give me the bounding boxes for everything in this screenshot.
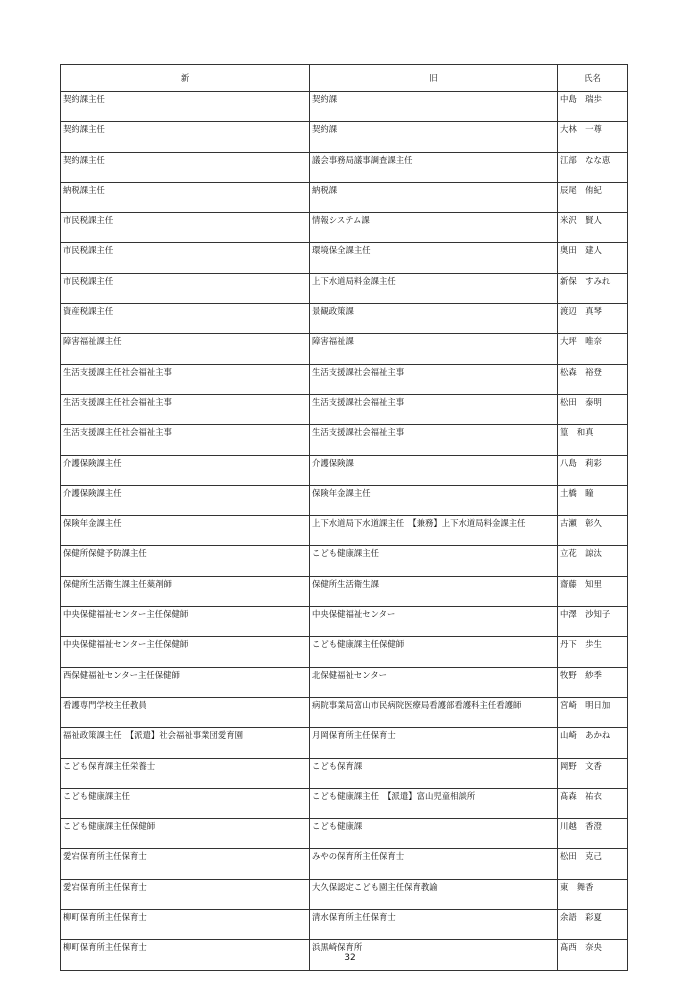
new-position-cell: 契約課主任 [61,122,310,152]
new-position-cell: 愛宕保育所主任保育士 [61,879,310,909]
new-position-cell: 保健所保健予防課主任 [61,546,310,576]
new-position-cell: 契約課主任 [61,152,310,182]
person-name-cell: 宮崎 明日加 [558,697,628,727]
old-position-cell: こども健康課主任保健師 [310,637,558,667]
table-row [61,849,628,879]
header-new-position: 新 [61,65,310,92]
new-position-cell: 福祉政策課主任 【派遣】社会福祉事業団愛育園 [61,728,310,758]
old-position-cell: 浜黒崎保育所 [310,940,558,970]
person-name-cell: 古瀬 彰久 [558,516,628,546]
table-row [61,182,628,212]
table-row [61,92,628,122]
table-row [61,273,628,303]
old-position-cell: 生活支援課社会福祉主事 [310,394,558,424]
new-position-cell: 契約課主任 [61,92,310,122]
table-body [61,92,628,971]
table-row [61,879,628,909]
person-name-cell: 米沢 賢人 [558,213,628,243]
person-name-cell: 髙森 祐衣 [558,788,628,818]
old-position-cell: みやの保育所主任保育士 [310,849,558,879]
person-name-cell: 中島 瑞歩 [558,92,628,122]
old-position-cell: 情報システム課 [310,213,558,243]
old-position-cell: 生活支援課社会福祉主事 [310,364,558,394]
new-position-cell: こども健康課主任保健師 [61,819,310,849]
old-position-cell: 生活支援課社会福祉主事 [310,425,558,455]
person-name-cell: 大林 一尊 [558,122,628,152]
table-header-row [61,65,628,92]
person-name-cell: 江部 なな恵 [558,152,628,182]
new-position-cell: 市民税課主任 [61,273,310,303]
new-position-cell: 生活支援課主任社会福祉主事 [61,394,310,424]
old-position-cell: 障害福祉課 [310,334,558,364]
header-old-position: 旧 [310,65,558,92]
new-position-cell: こども保育課主任栄養士 [61,758,310,788]
old-position-cell: 上下水道局料金課主任 [310,273,558,303]
person-name-cell: 丹下 歩生 [558,637,628,667]
old-position-cell: 議会事務局議事調査課主任 [310,152,558,182]
old-position-cell: 上下水道局下水道課主任 【兼務】上下水道局料金課主任 [310,516,558,546]
person-name-cell: 土橋 瞳 [558,485,628,515]
old-position-cell: 保険年金課主任 [310,485,558,515]
table-row [61,425,628,455]
table-row [61,213,628,243]
new-position-cell: 看護専門学校主任教員 [61,697,310,727]
new-position-cell: 市民税課主任 [61,243,310,273]
old-position-cell: こども健康課主任 【派遣】富山児童相談所 [310,788,558,818]
person-name-cell: 渡辺 真琴 [558,304,628,334]
person-name-cell: 新保 すみれ [558,273,628,303]
old-position-cell: こども保育課 [310,758,558,788]
new-position-cell: 障害福祉課主任 [61,334,310,364]
new-position-cell: 中央保健福祉センター主任保健師 [61,637,310,667]
table-row [61,243,628,273]
new-position-cell: 生活支援課主任社会福祉主事 [61,364,310,394]
person-name-cell: 牧野 紗季 [558,667,628,697]
old-position-cell: 北保健福祉センター [310,667,558,697]
new-position-cell: 生活支援課主任社会福祉主事 [61,425,310,455]
table-row [61,304,628,334]
table-row [61,122,628,152]
old-position-cell: 景観政策課 [310,304,558,334]
old-position-cell: 環境保全課主任 [310,243,558,273]
new-position-cell: 柳町保育所主任保育士 [61,940,310,970]
old-position-cell: 月岡保育所主任保育士 [310,728,558,758]
new-position-cell: 介護保険課主任 [61,455,310,485]
person-name-cell: 大坪 唯奈 [558,334,628,364]
old-position-cell: 大久保認定こども園主任保育教諭 [310,879,558,909]
person-name-cell: 松森 裕登 [558,364,628,394]
table-row [61,516,628,546]
person-name-cell: 松田 克己 [558,849,628,879]
person-name-cell: 辰尾 侑紀 [558,182,628,212]
old-position-cell: 中央保健福祉センター [310,607,558,637]
new-position-cell: 資産税課主任 [61,304,310,334]
new-position-cell: 西保健福祉センター主任保健師 [61,667,310,697]
person-name-cell: 齋藤 知里 [558,576,628,606]
table-row [61,485,628,515]
table-row [61,364,628,394]
person-name-cell: 立花 諒汰 [558,546,628,576]
old-position-cell: こども健康課主任 [310,546,558,576]
person-name-cell: 岡野 文香 [558,758,628,788]
table-row [61,697,628,727]
new-position-cell: 愛宕保育所主任保育士 [61,849,310,879]
old-position-cell: 契約課 [310,92,558,122]
new-position-cell: 納税課主任 [61,182,310,212]
person-name-cell: 東 舞香 [558,879,628,909]
table-row [61,910,628,940]
old-position-cell: 介護保険課 [310,455,558,485]
new-position-cell: 保健所生活衛生課主任薬剤師 [61,576,310,606]
old-position-cell: 病院事業局富山市民病院医療局看護部看護科主任看護師 [310,697,558,727]
person-name-cell: 余語 彩夏 [558,910,628,940]
new-position-cell: 中央保健福祉センター主任保健師 [61,607,310,637]
table-row [61,758,628,788]
old-position-cell: 清水保育所主任保育士 [310,910,558,940]
page-number: 32 [344,953,356,963]
person-name-cell: 山崎 あかね [558,728,628,758]
new-position-cell: 市民税課主任 [61,213,310,243]
table-row [61,637,628,667]
table-row [61,152,628,182]
person-name-cell: 篁 和真 [558,425,628,455]
old-position-cell: こども健康課 [310,819,558,849]
header-person-name: 氏名 [558,65,628,92]
person-name-cell: 髙西 奈央 [558,940,628,970]
new-position-cell: 保険年金課主任 [61,516,310,546]
table-row [61,576,628,606]
person-name-cell: 中澤 沙知子 [558,607,628,637]
new-position-cell: こども健康課主任 [61,788,310,818]
table-row [61,788,628,818]
new-position-cell: 柳町保育所主任保育士 [61,910,310,940]
old-position-cell: 保健所生活衛生課 [310,576,558,606]
table-row [61,667,628,697]
table-row [61,819,628,849]
person-name-cell: 奥田 建人 [558,243,628,273]
table-row [61,546,628,576]
new-position-cell: 介護保険課主任 [61,485,310,515]
table-row [61,394,628,424]
person-name-cell: 八島 莉彩 [558,455,628,485]
table-row [61,607,628,637]
table-row [61,455,628,485]
old-position-cell: 納税課 [310,182,558,212]
old-position-cell: 契約課 [310,122,558,152]
personnel-transfer-table [60,64,628,971]
table-row [61,334,628,364]
person-name-cell: 川越 香澄 [558,819,628,849]
person-name-cell: 松田 泰明 [558,394,628,424]
table-row [61,728,628,758]
